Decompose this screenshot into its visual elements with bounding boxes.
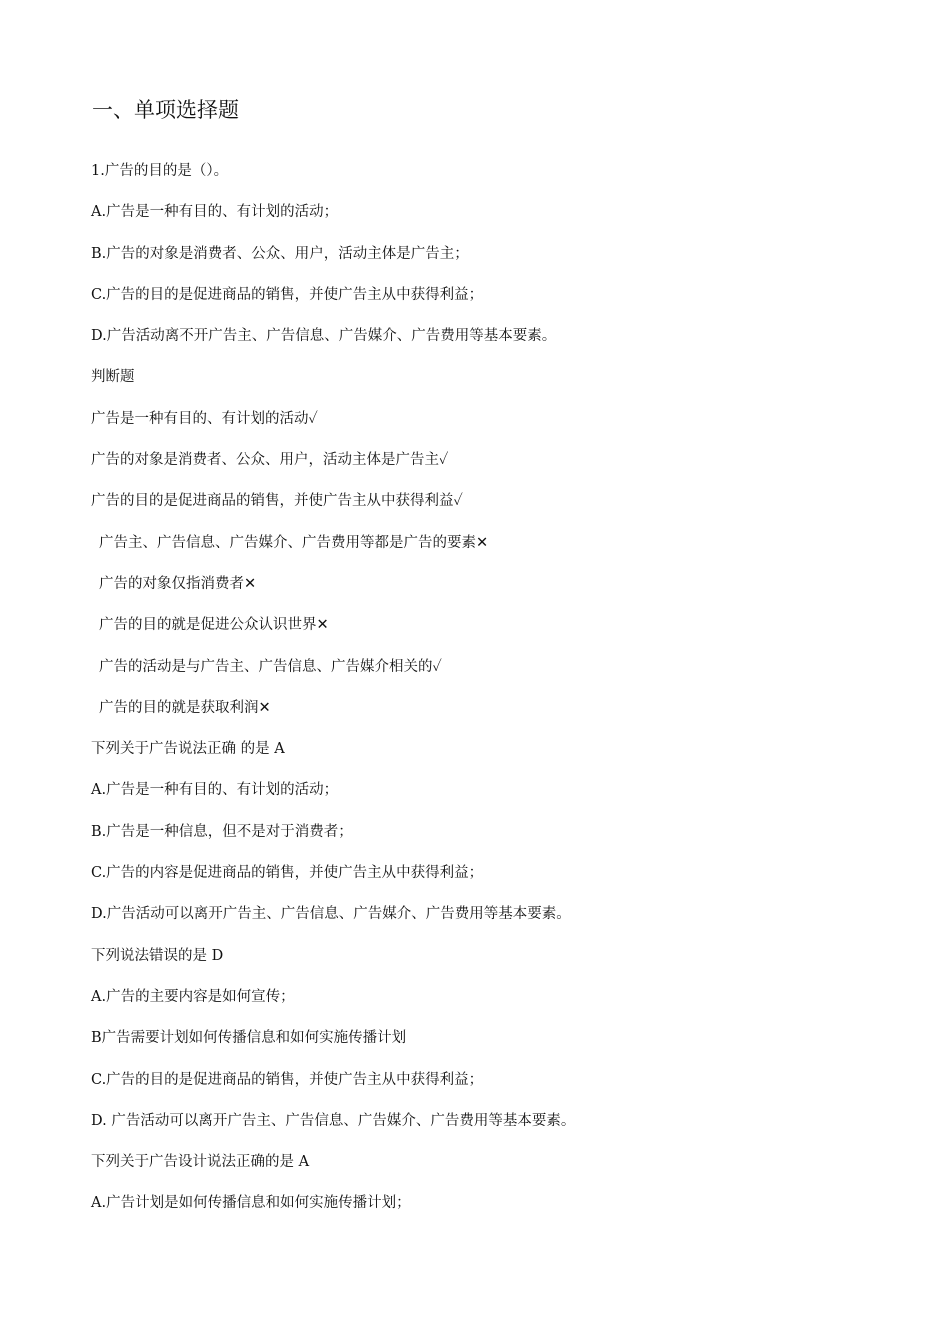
- question-line: 下列关于广告设计说法正确的是 A: [91, 1154, 310, 1171]
- option-b-line: B广告需要计划如何传播信息和如何实施传播计划: [91, 1030, 407, 1047]
- option-d-line: D.广告活动可以离开广告主、广告信息、广告媒介、广告费用等基本要素。: [91, 906, 571, 923]
- judgment-line: 广告的目的是促进商品的销售，并使广告主从中获得利益✓: [91, 493, 463, 510]
- judgment-line: 广告的目的就是获取利润✕: [99, 699, 271, 716]
- option-a-line: A.广告是一种有目的、有计划的活动；: [91, 204, 339, 221]
- judgment-line: 广告的目的就是促进公众认识世界✕: [99, 617, 329, 634]
- judgment-line: 广告的对象是消费者、公众、用户，活动主体是广告主✓: [91, 452, 449, 469]
- judgment-line: 广告主、广告信息、广告媒介、广告费用等都是广告的要素✕: [99, 534, 489, 551]
- option-a-line: A.广告是一种有目的、有计划的活动；: [91, 782, 339, 799]
- option-d-line: D. 广告活动可以离开广告主、广告信息、广告媒介、广告费用等基本要素。: [91, 1112, 576, 1129]
- question-line: 下列关于广告说法正确 的是 A: [91, 741, 285, 758]
- question-list: [91, 157, 911, 1231]
- option-a-line: A.广告计划是如何传播信息和如何实施传播计划；: [91, 1195, 411, 1212]
- option-c-line: C.广告的目的是促进商品的销售，并使广告主从中获得利益；: [91, 1071, 484, 1088]
- option-b-line: B.广告的对象是消费者、公众、用户，活动主体是广告主；: [91, 245, 469, 262]
- option-c-line: C.广告的内容是促进商品的销售，并使广告主从中获得利益；: [91, 865, 484, 882]
- question-line-1: 1.广告的目的是（）。: [91, 163, 229, 179]
- option-d-line: D.广告活动离不开广告主、广告信息、广告媒介、广告费用等基本要素。: [91, 328, 557, 345]
- option-c-line: C.广告的目的是促进商品的销售，并使广告主从中获得利益；: [91, 286, 484, 303]
- question-line: 下列说法错误的是 D: [91, 947, 224, 964]
- section-title: 一、单项选择题: [92, 98, 239, 122]
- subsection-title: 判断题: [91, 369, 135, 386]
- judgment-line: 广告的对象仅指消费者✕: [99, 575, 257, 592]
- judgment-line: 广告是一种有目的、有计划的活动✓: [91, 410, 318, 427]
- option-a-line: A.广告的主要内容是如何宣传；: [91, 988, 295, 1005]
- judgment-line: 广告的活动是与广告主、广告信息、广告媒介相关的✓: [99, 658, 442, 675]
- option-b-line: B.广告是一种信息，但不是对于消费者；: [91, 823, 353, 840]
